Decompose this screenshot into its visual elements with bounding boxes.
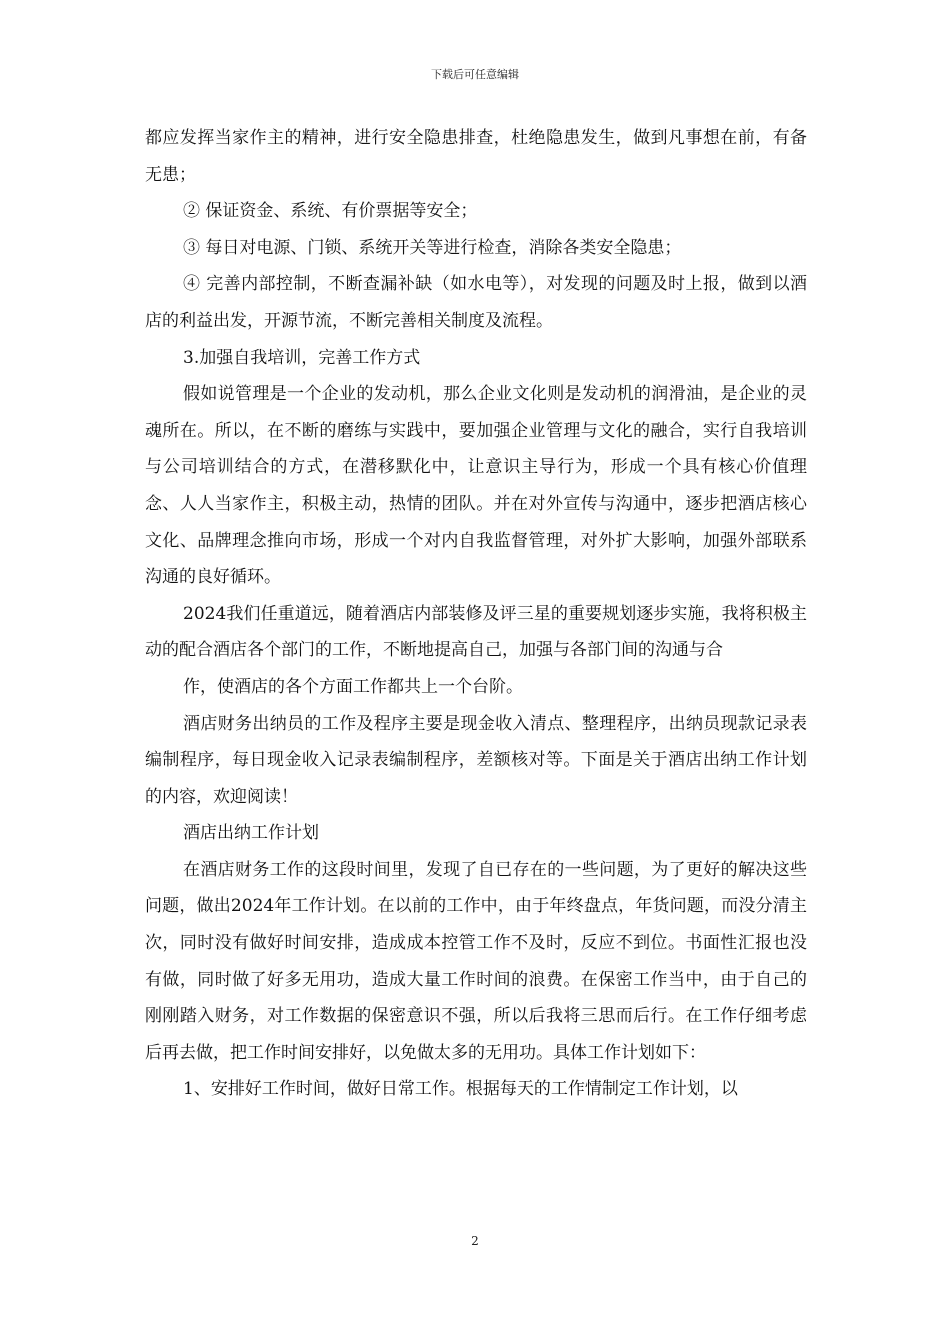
paragraph: 假如说管理是一个企业的发动机，那么企业文化则是发动机的润滑油，是企业的灵魂所在。所以，在不断的磨练与实践中，要加强企业管理与文化的融合，实行自我培训与公司培训结合的方式，在潜移默化中，让意识主导行为，形成一个具有核心价值理念、人人当家作主，积极主动，热情的团队。并在对外宣传与沟通中，逐步把酒店核心文化、品牌理念推向市场，形成一个对内自我监督管理，对外扩大影响，加强外部联系沟通的良好循环。: [145, 384, 807, 588]
paragraph: 作，使酒店的各个方面工作都共上一个台阶。: [183, 676, 523, 697]
document-body: [145, 120, 807, 1108]
paragraph: 1、安排好工作时间，做好日常工作。根据每天的工作情制定工作计划，以: [183, 1079, 738, 1100]
paragraph: ③ 每日对电源、门锁、系统开关等进行检查，消除各类安全隐患；: [183, 237, 682, 258]
section-heading: 酒店出纳工作计划: [183, 823, 319, 844]
paragraph: ② 保证资金、系统、有价票据等安全；: [183, 201, 478, 222]
page-header: 下载后可任意编辑: [431, 68, 519, 81]
paragraph: 酒店财务出纳员的工作及程序主要是现金收入清点、整理程序，出纳员现款记录表编制程序，每日现金收入记录表编制程序，差额核对等。下面是关于酒店出纳工作计划的内容，欢迎阅读！: [145, 713, 807, 807]
paragraph: 在酒店财务工作的这段时间里，发现了自已存在的一些问题，为了更好的解决这些问题，做出2024年工作计划。在以前的工作中，由于年终盘点，年货问题，而没分清主次，同时没有做好时间安排，造成成本控管工作不及时，反应不到位。书面性汇报也没有做，同时做了好多无用功，造成大量工作时间的浪费。在保密工作当中，由于自己的刚刚踏入财务，对工作数据的保密意识不强，所以后我将三思而后行。在工作仔细考虑后再去做，把工作时间安排好，以免做太多的无用功。具体工作计划如下：: [145, 859, 807, 1063]
paragraph: 都应发挥当家作主的精神，进行安全隐患排查，杜绝隐患发生，做到凡事想在前，有备无患；: [145, 128, 807, 185]
page-number: 2: [471, 1234, 479, 1248]
section-heading: 3.加强自我培训，完善工作方式: [183, 347, 421, 368]
paragraph: 2024我们任重道远，随着酒店内部装修及评三星的重要规划逐步实施，我将积极主动的配合酒店各个部门的工作，不断地提高自己，加强与各部门间的沟通与合: [145, 603, 807, 661]
paragraph: ④ 完善内部控制，不断查漏补缺（如水电等），对发现的问题及时上报，做到以酒店的利益出发，开源节流，不断完善相关制度及流程。: [145, 274, 807, 331]
